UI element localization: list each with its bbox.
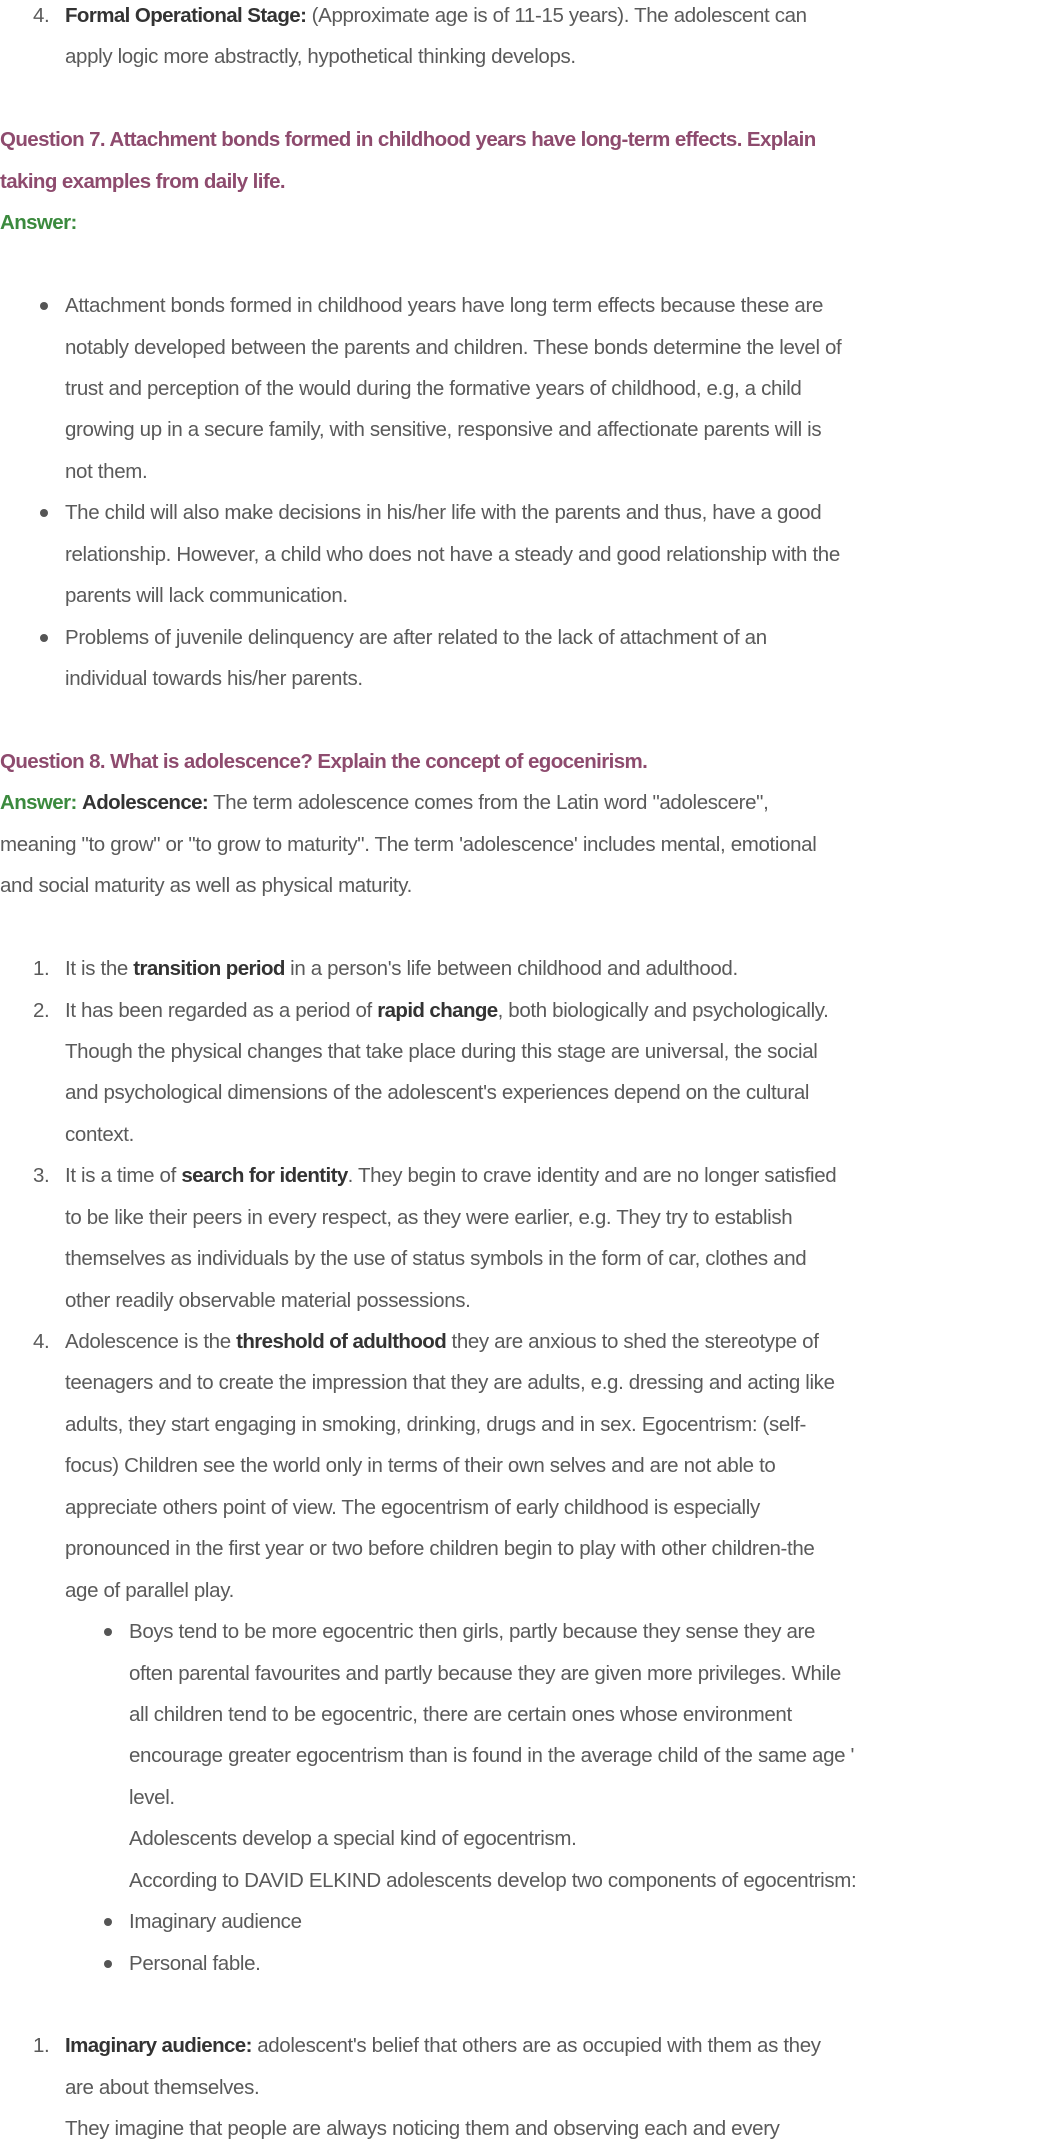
- body-text: The child will also make decisions in his/her life with the parents and thus, have a good: [65, 501, 822, 525]
- sub-bullet-item-line: [0, 1611, 1053, 1652]
- paragraph-line: [0, 865, 1053, 906]
- continuation-line: [0, 2067, 1053, 2108]
- answer-label: Answer:: [0, 791, 77, 815]
- bold-term: rapid change: [377, 998, 498, 1022]
- body-text: and social maturity as well as physical maturity.: [0, 874, 412, 898]
- blank-line: [0, 699, 1053, 740]
- bullet-dot-icon: [40, 509, 48, 517]
- continuation-line: [0, 1197, 1053, 1238]
- blank-line: [0, 1984, 1053, 2025]
- list-number: 4.: [33, 1330, 50, 1353]
- body-text: Attachment bonds formed in childhood years have long term effects because these are: [65, 294, 824, 318]
- body-text: It has been regarded as a period of: [65, 998, 378, 1022]
- body-text: focus) Children see the world only in terms of their own selves and are not able to: [65, 1454, 776, 1478]
- bullet-dot-icon: [104, 1918, 112, 1926]
- body-text: pronounced in the first year or two before children begin to play with other children-the: [65, 1537, 815, 1561]
- body-text: Imaginary audience: [129, 1910, 302, 1934]
- body-text: Adolescence is the: [65, 1330, 237, 1353]
- body-text: meaning "to grow" or "to grow to maturity". The term 'adolescence' includes mental, emotional: [0, 832, 817, 856]
- body-text: relationship. However, a child who does not have a steady and good relationship with the: [65, 542, 840, 566]
- body-text: growing up in a secure family, with sensitive, responsive and affectionate parents will is: [65, 418, 822, 442]
- body-text: age of parallel play.: [65, 1578, 234, 1602]
- bullet-dot-icon: [104, 1960, 112, 1968]
- body-text: apply logic more abstractly, hypothetical thinking develops.: [65, 45, 576, 69]
- bullet-item-line: [0, 285, 1053, 326]
- bullet-item-line: [0, 617, 1053, 658]
- continuation-line: [0, 327, 1053, 368]
- list-number: 1.: [33, 2034, 50, 2058]
- body-text: to be like their peers in every respect, as they were earlier, e.g. They try to establish: [65, 1205, 793, 1229]
- body-text: . They begin to crave identity and are no longer satisfied: [347, 1164, 837, 1188]
- body-text: appreciate others point of view. The egocentrism of early childhood is especially: [65, 1495, 760, 1519]
- numbered-item-line: [0, 1321, 1053, 1362]
- continuation-line: [0, 368, 1053, 409]
- paragraph-line: [0, 741, 1053, 782]
- body-text: adults, they start engaging in smoking, drinking, drugs and in sex. Egocentrism: (self-: [65, 1412, 806, 1436]
- body-text: Boys tend to be more egocentric then girls, partly because they sense they are: [129, 1620, 816, 1644]
- paragraph-line: [0, 824, 1053, 865]
- paragraph-line: [0, 161, 1053, 202]
- sub-continuation-line: [0, 1694, 1053, 1735]
- paragraph-line: [0, 202, 1053, 243]
- list-number: 2.: [33, 998, 50, 1022]
- body-text: The term adolescence comes from the Latin word "adolescere",: [208, 791, 769, 815]
- bold-term: threshold of adulthood: [236, 1330, 447, 1353]
- continuation-line: [0, 575, 1053, 616]
- list-number: 3.: [33, 1164, 50, 1188]
- body-text: level.: [129, 1785, 175, 1809]
- paragraph-line: [0, 782, 1053, 823]
- numbered-item-line: [0, 1155, 1053, 1196]
- body-text: they are anxious to shed the stereotype of: [446, 1330, 819, 1353]
- body-text: not them.: [65, 459, 148, 483]
- body-text: teenagers and to create the impression that they are adults, e.g. dressing and acting like: [65, 1371, 835, 1395]
- continuation-line: [0, 1445, 1053, 1486]
- body-text: in a person's life between childhood and adulthood.: [284, 957, 738, 981]
- body-text: Though the physical changes that take place during this stage are universal, the social: [65, 1039, 818, 1063]
- bullet-dot-icon: [40, 634, 48, 642]
- continuation-line: [0, 2108, 1053, 2149]
- list-number: 1.: [33, 957, 50, 981]
- answer-label: Answer:: [0, 211, 77, 235]
- bold-term: search for identity: [181, 1164, 348, 1188]
- body-text: often parental favourites and partly because they are given more privileges. While: [129, 1661, 841, 1685]
- bullet-dot-icon: [40, 302, 48, 310]
- continuation-line: [0, 36, 1053, 77]
- list-number: 4.: [33, 4, 50, 27]
- body-text: , both biologically and psychologically.: [497, 998, 829, 1022]
- body-text: notably developed between the parents and children. These bonds determine the level of: [65, 335, 842, 359]
- continuation-line: [0, 1362, 1053, 1403]
- bold-term: Adolescence:: [82, 791, 209, 815]
- sub-continuation-line: [0, 1777, 1053, 1818]
- continuation-line: [0, 1528, 1053, 1569]
- body-text: context.: [65, 1122, 134, 1146]
- continuation-line: [0, 534, 1053, 575]
- body-text: trust and perception of the would during the formative years of childhood, e.g, a child: [65, 376, 802, 400]
- sub-continuation-line: [0, 1735, 1053, 1776]
- paragraph-line: [0, 119, 1053, 160]
- sub-continuation-line: [0, 1818, 1053, 1859]
- continuation-line: [0, 1280, 1053, 1321]
- body-text: parents will lack communication.: [65, 584, 348, 608]
- continuation-line: [0, 451, 1053, 492]
- body-text: other readily observable material possessions.: [65, 1288, 471, 1312]
- continuation-line: [0, 1031, 1053, 1072]
- continuation-line: [0, 1238, 1053, 1279]
- continuation-line: [0, 1072, 1053, 1113]
- body-text: It is a time of: [65, 1164, 182, 1188]
- body-text: They imagine that people are always noticing them and observing each and every: [65, 2117, 780, 2141]
- body-text: adolescent's belief that others are as occupied with them as they: [251, 2034, 821, 2058]
- bold-term: transition period: [133, 957, 285, 981]
- numbered-item-line: [0, 990, 1053, 1031]
- blank-line: [0, 907, 1053, 948]
- body-text: are about themselves.: [65, 2075, 260, 2099]
- blank-line: [0, 78, 1053, 119]
- continuation-line: [0, 1404, 1053, 1445]
- question-heading: taking examples from daily life.: [0, 169, 285, 193]
- sub-continuation-line: [0, 1653, 1053, 1694]
- body-text: (Approximate age is of 11-15 years). The adolescent can: [306, 4, 807, 27]
- continuation-line: [0, 1487, 1053, 1528]
- body-text: Problems of juvenile delinquency are after related to the lack of attachment of an: [65, 625, 767, 649]
- bold-term: Formal Operational Stage:: [65, 4, 307, 27]
- bullet-item-line: [0, 492, 1053, 533]
- body-text: Adolescents develop a special kind of egocentrism.: [129, 1827, 577, 1851]
- sub-bullet-item-line: [0, 1901, 1053, 1942]
- continuation-line: [0, 658, 1053, 699]
- continuation-line: [0, 1570, 1053, 1611]
- bold-term: Imaginary audience:: [65, 2034, 252, 2058]
- numbered-item-line: [0, 948, 1053, 989]
- continuation-line: [0, 409, 1053, 450]
- body-text: encourage greater egocentrism than is found in the average child of the same age ': [129, 1744, 855, 1768]
- body-text: According to DAVID ELKIND adolescents develop two components of egocentrism:: [129, 1868, 857, 1892]
- question-heading: Question 8. What is adolescence? Explain the concept of egocenirism.: [0, 749, 648, 773]
- bullet-dot-icon: [104, 1628, 112, 1636]
- body-text: themselves as individuals by the use of status symbols in the form of car, clothes and: [65, 1247, 807, 1271]
- body-text: It is the: [65, 957, 134, 981]
- body-text: individual towards his/her parents.: [65, 667, 363, 690]
- question-heading: Question 7. Attachment bonds formed in childhood years have long-term effects. Explain: [0, 128, 816, 152]
- body-text: and psychological dimensions of the adolescent's experiences depend on the cultural: [65, 1081, 810, 1105]
- blank-line: [0, 244, 1053, 285]
- body-text: Personal fable.: [129, 1951, 261, 1975]
- numbered-item-line: [0, 0, 1053, 36]
- sub-continuation-line: [0, 1860, 1053, 1901]
- sub-bullet-item-line: [0, 1943, 1053, 1984]
- continuation-line: [0, 1114, 1053, 1155]
- body-text: all children tend to be egocentric, there are certain ones whose environment: [129, 1702, 792, 1726]
- numbered-item-line: [0, 2025, 1053, 2066]
